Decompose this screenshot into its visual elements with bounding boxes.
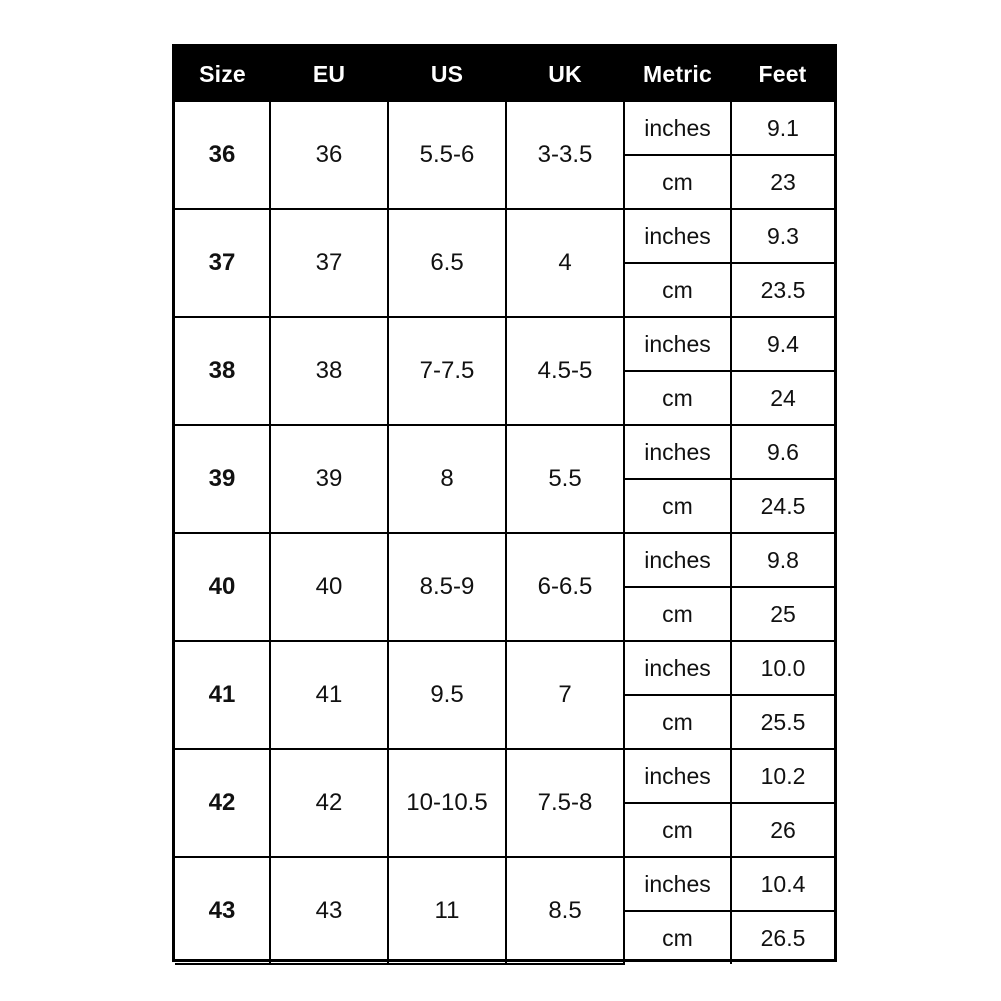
us-cell: 11: [388, 857, 506, 964]
feet-value-cell: 9.3: [731, 209, 834, 263]
metric-unit-cell: cm: [624, 587, 731, 641]
eu-cell: 38: [270, 317, 388, 425]
size-cell: 42: [175, 749, 270, 857]
metric-unit-cell: cm: [624, 803, 731, 857]
size-cell: 36: [175, 102, 270, 209]
metric-unit-cell: inches: [624, 425, 731, 479]
table-row: [175, 857, 834, 911]
eu-cell: 37: [270, 209, 388, 317]
us-cell: 8: [388, 425, 506, 533]
header-us: US: [388, 47, 506, 102]
feet-value-cell: 24: [731, 371, 834, 425]
table-row: [175, 533, 834, 587]
us-cell: 7-7.5: [388, 317, 506, 425]
metric-unit-cell: cm: [624, 479, 731, 533]
header-metric: Metric: [624, 47, 731, 102]
size-cell: 43: [175, 857, 270, 964]
eu-cell: 36: [270, 102, 388, 209]
header-size: Size: [175, 47, 270, 102]
metric-unit-cell: cm: [624, 155, 731, 209]
feet-value-cell: 10.2: [731, 749, 834, 803]
uk-cell: 7.5-8: [506, 749, 624, 857]
metric-unit-cell: cm: [624, 263, 731, 317]
feet-value-cell: 26: [731, 803, 834, 857]
feet-value-cell: 25: [731, 587, 834, 641]
metric-unit-cell: inches: [624, 641, 731, 695]
feet-value-cell: 10.0: [731, 641, 834, 695]
feet-value-cell: 9.6: [731, 425, 834, 479]
metric-unit-cell: inches: [624, 749, 731, 803]
us-cell: 8.5-9: [388, 533, 506, 641]
table-row: [175, 641, 834, 695]
metric-unit-cell: inches: [624, 317, 731, 371]
size-chart-table: [172, 44, 837, 962]
metric-unit-cell: inches: [624, 533, 731, 587]
us-cell: 6.5: [388, 209, 506, 317]
table-row: [175, 425, 834, 479]
feet-value-cell: 23.5: [731, 263, 834, 317]
uk-cell: 7: [506, 641, 624, 749]
feet-value-cell: 24.5: [731, 479, 834, 533]
metric-unit-cell: cm: [624, 371, 731, 425]
feet-value-cell: 9.8: [731, 533, 834, 587]
size-cell: 39: [175, 425, 270, 533]
size-cell: 41: [175, 641, 270, 749]
feet-value-cell: 23: [731, 155, 834, 209]
metric-unit-cell: cm: [624, 695, 731, 749]
uk-cell: 5.5: [506, 425, 624, 533]
header-feet: Feet: [731, 47, 834, 102]
eu-cell: 43: [270, 857, 388, 964]
uk-cell: 6-6.5: [506, 533, 624, 641]
header-uk: UK: [506, 47, 624, 102]
metric-unit-cell: inches: [624, 102, 731, 155]
table-row: [175, 749, 834, 803]
uk-cell: 8.5: [506, 857, 624, 964]
uk-cell: 4: [506, 209, 624, 317]
eu-cell: 42: [270, 749, 388, 857]
us-cell: 10-10.5: [388, 749, 506, 857]
feet-value-cell: 10.4: [731, 857, 834, 911]
header-eu: EU: [270, 47, 388, 102]
eu-cell: 40: [270, 533, 388, 641]
table-row: [175, 209, 834, 263]
size-cell: 37: [175, 209, 270, 317]
table-header: [175, 47, 834, 102]
uk-cell: 3-3.5: [506, 102, 624, 209]
size-cell: 38: [175, 317, 270, 425]
eu-cell: 41: [270, 641, 388, 749]
header-row: [175, 47, 834, 102]
table-row: [175, 317, 834, 371]
size-cell: 40: [175, 533, 270, 641]
eu-cell: 39: [270, 425, 388, 533]
metric-unit-cell: cm: [624, 911, 731, 964]
table-body: [175, 102, 834, 964]
us-cell: 5.5-6: [388, 102, 506, 209]
size-table: [175, 47, 834, 965]
feet-value-cell: 25.5: [731, 695, 834, 749]
table-row: [175, 102, 834, 155]
metric-unit-cell: inches: [624, 209, 731, 263]
feet-value-cell: 26.5: [731, 911, 834, 964]
uk-cell: 4.5-5: [506, 317, 624, 425]
us-cell: 9.5: [388, 641, 506, 749]
feet-value-cell: 9.4: [731, 317, 834, 371]
feet-value-cell: 9.1: [731, 102, 834, 155]
metric-unit-cell: inches: [624, 857, 731, 911]
